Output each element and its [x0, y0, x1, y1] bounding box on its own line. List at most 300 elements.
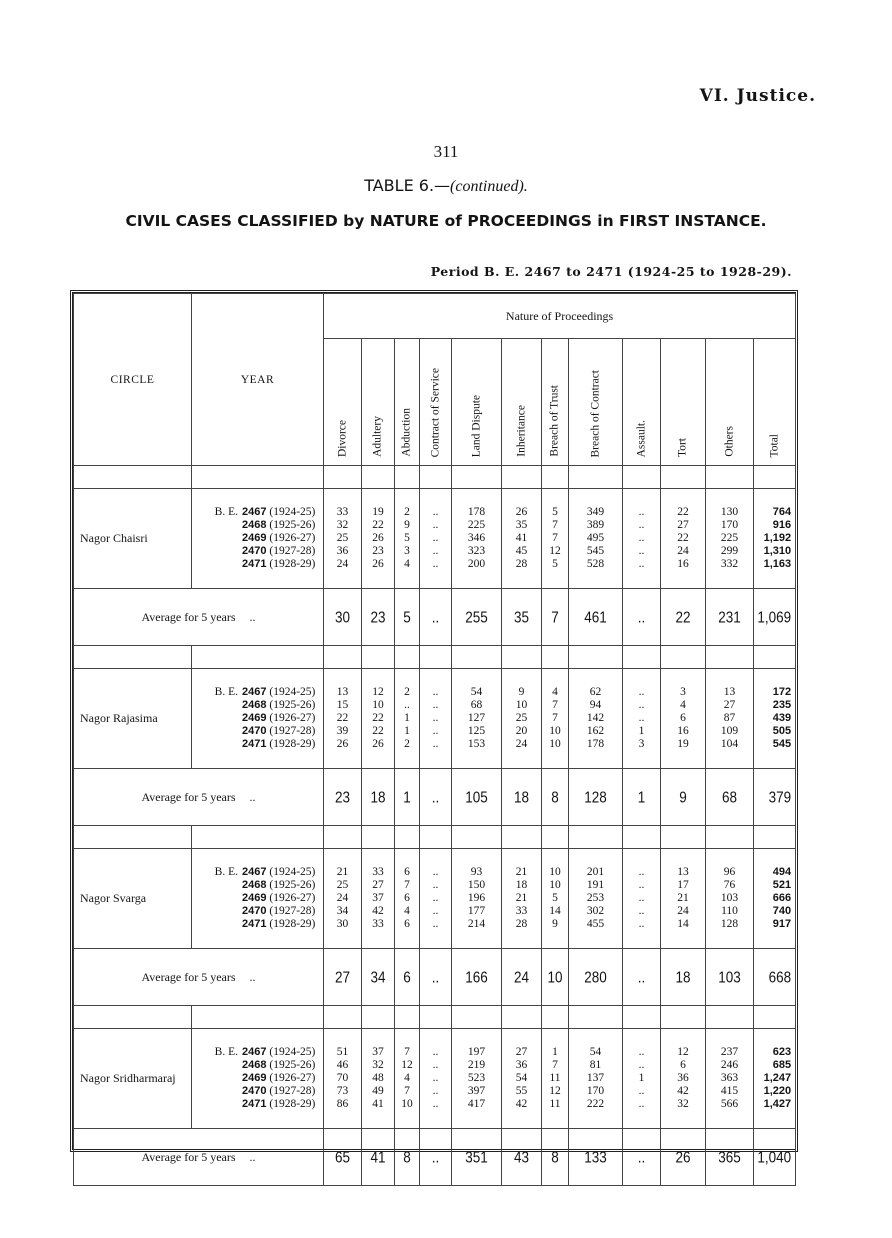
gregorian-year: (1926-27) — [269, 892, 316, 904]
cell-value: 214 — [467, 918, 486, 930]
value-cell — [623, 669, 661, 769]
year-entry — [198, 545, 323, 558]
cell-value: 26 — [372, 558, 384, 570]
value-cell — [362, 1029, 395, 1129]
value-cell — [542, 489, 569, 589]
cell-value: 1,220 — [763, 1085, 792, 1097]
cell-value: .. — [638, 686, 645, 698]
cell-value: 196 — [467, 892, 486, 904]
cell-value: 170 — [586, 1085, 605, 1097]
value-cell — [324, 849, 362, 949]
cell-value: 12 — [401, 1059, 413, 1071]
gregorian-year: (1924-25) — [269, 506, 316, 518]
cell-value: 7 — [552, 519, 558, 531]
cell-value: .. — [432, 519, 439, 531]
circle-data-row — [74, 669, 796, 769]
value-cell — [324, 489, 362, 589]
average-value: .. — [420, 1124, 452, 1190]
cell-value: 7 — [404, 1046, 410, 1058]
buddhist-era-year: 2470 — [242, 545, 267, 557]
column-header — [569, 339, 623, 466]
average-label-dots: .. — [249, 969, 256, 984]
average-row — [74, 769, 796, 826]
cell-value: 33 — [515, 905, 528, 917]
table-continued-note: (continued). — [450, 178, 528, 195]
cell-value: 4 — [680, 699, 686, 711]
value-cell — [420, 669, 452, 769]
year-prefix: B. E. — [214, 866, 238, 878]
average-value: 8 — [542, 1124, 569, 1190]
circle-data-row — [74, 1029, 796, 1129]
cell-value: 2 — [404, 738, 410, 750]
cell-value: 32 — [677, 1098, 689, 1110]
cell-value: 36 — [515, 1059, 528, 1071]
average-value: 5 — [395, 584, 420, 650]
buddhist-era-year: 2470 — [242, 1085, 267, 1097]
cell-value: 36 — [677, 1072, 689, 1084]
cell-value: .. — [432, 506, 439, 518]
gregorian-year: (1928-29) — [269, 1098, 316, 1110]
average-value: 365 — [706, 1124, 754, 1190]
value-cell — [623, 489, 661, 589]
cell-value: .. — [432, 1098, 439, 1110]
cell-value: .. — [432, 918, 439, 930]
cell-value: 26 — [372, 532, 384, 544]
cell-value: 685 — [772, 1059, 792, 1071]
cell-value: 39 — [336, 725, 349, 737]
average-value: 35 — [502, 584, 542, 650]
gregorian-year: (1926-27) — [269, 1072, 316, 1084]
average-value: 1 — [395, 764, 420, 830]
cell-value: 103 — [720, 892, 739, 904]
cell-value: 96 — [723, 866, 736, 878]
average-value: 103 — [706, 944, 754, 1010]
average-value: 27 — [324, 944, 362, 1010]
cell-value: .. — [638, 558, 645, 570]
value-cell — [754, 1029, 796, 1129]
average-value: .. — [623, 584, 661, 650]
cell-value: 389 — [586, 519, 605, 531]
column-header-label: Others — [723, 426, 735, 457]
year-prefix: B. E. — [214, 506, 238, 518]
value-cell — [623, 1029, 661, 1129]
cell-value: 170 — [720, 519, 739, 531]
cell-value: 24 — [677, 905, 689, 917]
cell-value: 22 — [372, 519, 384, 531]
cell-value: 2 — [404, 686, 410, 698]
cell-value: 545 — [586, 545, 605, 557]
cell-value: 24 — [515, 738, 528, 750]
cell-value: 55 — [515, 1085, 528, 1097]
cell-value: 142 — [586, 712, 605, 724]
year-entry — [198, 532, 323, 545]
value-cell — [542, 849, 569, 949]
cell-value: 6 — [404, 892, 410, 904]
cell-value: 16 — [677, 725, 689, 737]
column-header — [502, 339, 542, 466]
civil-cases-table — [73, 293, 796, 1186]
average-label — [74, 589, 324, 646]
average-value: 105 — [452, 764, 502, 830]
buddhist-era-year: 2467 — [242, 506, 267, 518]
column-header — [452, 339, 502, 466]
cell-value: 33 — [372, 918, 384, 930]
cell-value: 26 — [372, 738, 384, 750]
cell-value: 397 — [467, 1085, 486, 1097]
average-value: 166 — [452, 944, 502, 1010]
average-value: 1,069 — [754, 584, 796, 650]
cell-value: 22 — [336, 712, 349, 724]
cell-value: 22 — [677, 532, 689, 544]
cell-value: 916 — [772, 519, 792, 531]
column-header-label: Adultery — [371, 416, 384, 457]
average-label-text: Average for 5 years — [141, 969, 236, 984]
cell-value: 48 — [372, 1072, 384, 1084]
average-value: .. — [623, 1124, 661, 1190]
cell-value: 46 — [336, 1059, 349, 1071]
value-cell — [754, 489, 796, 589]
circle-name: Nagor Rajasima — [74, 669, 192, 769]
cell-value: 17 — [677, 879, 689, 891]
cell-value: 7 — [404, 879, 410, 891]
cell-value: 10 — [549, 866, 561, 878]
cell-value: 1 — [552, 1046, 558, 1058]
average-value: 8 — [542, 764, 569, 830]
cell-value: 1 — [638, 725, 645, 737]
cell-value: 162 — [586, 725, 605, 737]
cell-value: 42 — [677, 1085, 689, 1097]
year-entry — [198, 686, 323, 699]
cell-value: 253 — [586, 892, 605, 904]
cell-value: 70 — [336, 1072, 349, 1084]
cell-value: 7 — [552, 699, 558, 711]
buddhist-era-year: 2468 — [242, 699, 267, 711]
cell-value: 76 — [723, 879, 736, 891]
nature-of-proceedings-header: Nature of Proceedings — [324, 294, 796, 339]
cell-value: .. — [638, 918, 645, 930]
gregorian-year: (1925-26) — [269, 879, 316, 891]
value-cell — [706, 669, 754, 769]
column-header-label: Total — [768, 433, 781, 457]
cell-value: .. — [432, 699, 439, 711]
average-value: 6 — [395, 944, 420, 1010]
cell-value: 62 — [589, 686, 602, 698]
buddhist-era-year: 2471 — [242, 558, 267, 570]
cell-value: 5 — [552, 558, 558, 570]
cell-value: 94 — [589, 699, 602, 711]
column-header-label: Divorce — [336, 419, 348, 457]
cell-value: 494 — [772, 866, 792, 878]
average-value: 65 — [324, 1124, 362, 1190]
cell-value: 4 — [552, 686, 558, 698]
cell-value: 2 — [404, 506, 410, 518]
buddhist-era-year: 2467 — [242, 866, 267, 878]
cell-value: 30 — [336, 918, 349, 930]
circle-name: Nagor Sridharmaraj — [74, 1029, 192, 1129]
cell-value: 153 — [467, 738, 486, 750]
cell-value: 49 — [372, 1085, 384, 1097]
cell-value: 1 — [638, 1072, 645, 1084]
year-entry — [198, 1072, 323, 1085]
cell-value: .. — [638, 545, 645, 557]
cell-value: 7 — [552, 532, 558, 544]
buddhist-era-year: 2470 — [242, 905, 267, 917]
cell-value: 36 — [336, 545, 349, 557]
value-cell — [420, 1029, 452, 1129]
cell-value: 41 — [372, 1098, 384, 1110]
cell-value: 10 — [515, 699, 528, 711]
cell-value: 35 — [515, 519, 528, 531]
buddhist-era-year: 2471 — [242, 1098, 267, 1110]
cell-value: 26 — [515, 506, 528, 518]
cell-value: 566 — [720, 1098, 739, 1110]
cell-value: 417 — [467, 1098, 486, 1110]
value-cell — [502, 1029, 542, 1129]
period-caption: Period B. E. 2467 to 2471 (1924-25 to 1928-29). — [430, 264, 792, 279]
average-value: 43 — [502, 1124, 542, 1190]
cell-value: 1,310 — [763, 545, 792, 557]
gregorian-year: (1927-28) — [269, 905, 316, 917]
cell-value: 3 — [404, 545, 410, 557]
year-entry — [198, 892, 323, 905]
cell-value: 28 — [515, 918, 528, 930]
buddhist-era-year: 2469 — [242, 1072, 267, 1084]
cell-value: 12 — [549, 1085, 561, 1097]
cell-value: .. — [432, 738, 439, 750]
cell-value: 1 — [404, 725, 410, 737]
value-cell — [569, 1029, 623, 1129]
cell-value: 12 — [372, 686, 384, 698]
cell-value: 93 — [470, 866, 483, 878]
cell-value: 222 — [586, 1098, 605, 1110]
average-value: .. — [420, 764, 452, 830]
average-value: 68 — [706, 764, 754, 830]
value-cell — [706, 489, 754, 589]
cell-value: 1,247 — [763, 1072, 792, 1084]
buddhist-era-year: 2469 — [242, 712, 267, 724]
cell-value: .. — [638, 699, 645, 711]
column-header — [754, 339, 796, 466]
cell-value: 7 — [404, 1085, 410, 1097]
cell-value: 302 — [586, 905, 605, 917]
column-header — [706, 339, 754, 466]
cell-value: 13 — [336, 686, 349, 698]
average-value: 231 — [706, 584, 754, 650]
average-label-dots: .. — [249, 1149, 256, 1164]
cell-value: 225 — [720, 532, 739, 544]
average-label-text: Average for 5 years — [141, 1149, 236, 1164]
cell-value: 235 — [772, 699, 792, 711]
year-entry — [198, 918, 323, 931]
cell-value: 3 — [638, 738, 645, 750]
value-cell — [569, 489, 623, 589]
table-label: TABLE 6.— — [364, 176, 451, 195]
average-value: .. — [420, 584, 452, 650]
cell-value: 11 — [549, 1098, 561, 1110]
average-value: 22 — [661, 584, 706, 650]
column-header — [661, 339, 706, 466]
cell-value: 349 — [586, 506, 605, 518]
cell-value: .. — [432, 686, 439, 698]
column-header — [362, 339, 395, 466]
buddhist-era-year: 2471 — [242, 918, 267, 930]
cell-value: 4 — [404, 905, 410, 917]
column-header-label: Assault. — [635, 419, 647, 457]
cell-value: 28 — [515, 558, 528, 570]
cell-value: 1,163 — [763, 558, 792, 570]
gregorian-year: (1924-25) — [269, 686, 316, 698]
cell-value: 455 — [586, 918, 605, 930]
year-entry — [198, 558, 323, 571]
cell-value: 10 — [549, 738, 561, 750]
cell-value: 191 — [586, 879, 605, 891]
average-label-text: Average for 5 years — [141, 789, 236, 804]
value-cell — [324, 669, 362, 769]
gregorian-year: (1927-28) — [269, 1085, 316, 1097]
average-label — [74, 949, 324, 1006]
cell-value: 22 — [372, 712, 384, 724]
cell-value: .. — [404, 699, 410, 711]
average-label — [74, 769, 324, 826]
year-list — [192, 669, 324, 769]
cell-value: 505 — [772, 725, 792, 737]
cell-value: 219 — [467, 1059, 486, 1071]
value-cell — [661, 489, 706, 589]
cell-value: 201 — [586, 866, 605, 878]
cell-value: 18 — [515, 879, 528, 891]
gregorian-year: (1924-25) — [269, 1046, 316, 1058]
year-entry — [198, 1085, 323, 1098]
cell-value: 25 — [336, 879, 349, 891]
cell-value: 27 — [723, 699, 736, 711]
value-cell — [661, 849, 706, 949]
value-cell — [661, 669, 706, 769]
value-cell — [362, 849, 395, 949]
cell-value: 109 — [720, 725, 739, 737]
cell-value: 12 — [677, 1046, 689, 1058]
cell-value: 439 — [772, 712, 792, 724]
average-row — [74, 1129, 796, 1186]
cell-value: 34 — [336, 905, 349, 917]
cell-value: 7 — [552, 1059, 558, 1071]
buddhist-era-year: 2468 — [242, 519, 267, 531]
cell-value: 4 — [404, 558, 410, 570]
gregorian-year: (1926-27) — [269, 532, 316, 544]
year-column-header: YEAR — [192, 294, 324, 466]
cell-value: 21 — [515, 866, 528, 878]
cell-value: .. — [638, 712, 645, 724]
average-value: 23 — [362, 584, 395, 650]
cell-value: 19 — [677, 738, 689, 750]
year-entry — [198, 506, 323, 519]
gregorian-year: (1928-29) — [269, 738, 316, 750]
cell-value: 623 — [772, 1046, 792, 1058]
cell-value: .. — [638, 532, 645, 544]
cell-value: 21 — [515, 892, 528, 904]
year-entry — [198, 738, 323, 751]
cell-value: 237 — [720, 1046, 739, 1058]
average-label — [74, 1129, 324, 1186]
cell-value: 415 — [720, 1085, 739, 1097]
year-entry — [198, 699, 323, 712]
cell-value: 7 — [552, 712, 558, 724]
cell-value: 495 — [586, 532, 605, 544]
average-value: 280 — [569, 944, 623, 1010]
cell-value: 178 — [467, 506, 486, 518]
value-cell — [706, 849, 754, 949]
cell-value: 1,192 — [763, 532, 792, 544]
cell-value: 10 — [372, 699, 384, 711]
cell-value: 323 — [467, 545, 486, 557]
average-value: 41 — [362, 1124, 395, 1190]
year-entry — [198, 712, 323, 725]
cell-value: 22 — [677, 506, 689, 518]
cell-value: .. — [432, 1059, 439, 1071]
column-header — [324, 339, 362, 466]
cell-value: 178 — [586, 738, 605, 750]
cell-value: 54 — [589, 1046, 602, 1058]
value-cell — [569, 849, 623, 949]
cell-value: 41 — [515, 532, 528, 544]
cell-value: 917 — [772, 918, 792, 930]
gregorian-year: (1927-28) — [269, 545, 316, 557]
buddhist-era-year: 2471 — [242, 738, 267, 750]
cell-value: .. — [432, 879, 439, 891]
average-value: 26 — [661, 1124, 706, 1190]
value-cell — [754, 669, 796, 769]
cell-value: 21 — [677, 892, 689, 904]
cell-value: 54 — [515, 1072, 528, 1084]
cell-value: 33 — [336, 506, 349, 518]
value-cell — [502, 669, 542, 769]
cell-value: 764 — [772, 506, 792, 518]
column-header — [395, 339, 420, 466]
column-header-label: Contract of Service — [429, 367, 441, 457]
average-value: 379 — [754, 764, 796, 830]
cell-value: .. — [432, 1072, 439, 1084]
section-heading: VI. Justice. — [699, 86, 816, 106]
average-label-dots: .. — [249, 789, 256, 804]
cell-value: .. — [638, 1046, 645, 1058]
cell-value: 27 — [372, 879, 384, 891]
cell-value: 13 — [723, 686, 736, 698]
buddhist-era-year: 2468 — [242, 879, 267, 891]
average-value: 461 — [569, 584, 623, 650]
value-cell — [420, 489, 452, 589]
cell-value: 130 — [720, 506, 739, 518]
cell-value: .. — [432, 545, 439, 557]
cell-value: .. — [638, 506, 645, 518]
cell-value: .. — [638, 1059, 645, 1071]
cell-value: 104 — [720, 738, 739, 750]
circle-data-row — [74, 849, 796, 949]
cell-value: 9 — [518, 686, 525, 698]
table-title — [0, 176, 892, 196]
cell-value: 51 — [336, 1046, 349, 1058]
average-value: 351 — [452, 1124, 502, 1190]
year-entry — [198, 905, 323, 918]
cell-value: 16 — [677, 558, 689, 570]
average-value: .. — [623, 944, 661, 1010]
cell-value: 110 — [721, 905, 738, 917]
buddhist-era-year: 2467 — [242, 1046, 267, 1058]
cell-value: 9 — [552, 918, 558, 930]
cell-value: 22 — [372, 725, 384, 737]
year-entry — [198, 1046, 323, 1059]
buddhist-era-year: 2467 — [242, 686, 267, 698]
gregorian-year: (1925-26) — [269, 699, 316, 711]
cell-value: 5 — [552, 892, 558, 904]
